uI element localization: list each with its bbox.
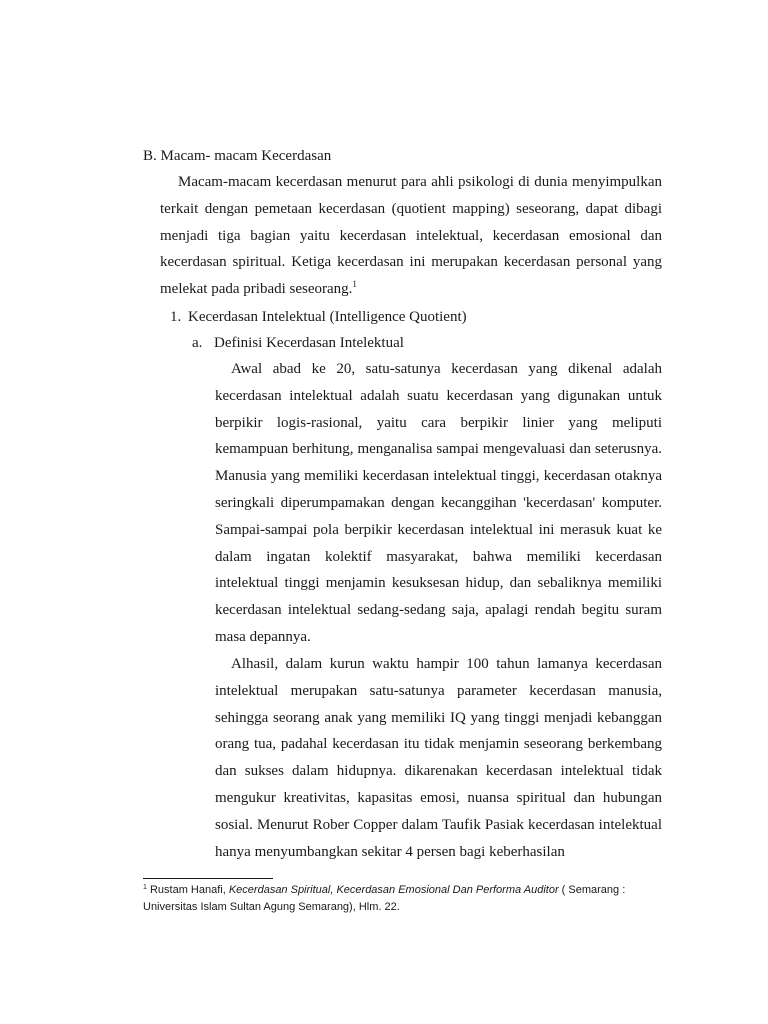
footnote-author: Rustam Hanafi, — [149, 884, 226, 896]
intro-text: Macam-macam kecerdasan menurut para ahli psikologi di dunia menyimpulkan terkait dengan pemetaan kecerdasan (quotient mapping) seseorang, dapat dibagi menjadi tiga bagian yaitu kecerdasan intelektual, kecerdasan emosional dan kecerdasan spiritual. Ketiga kecerdasan ini merupakan kecerdasan personal yang melekat pada pribadi seseorang. — [160, 174, 662, 298]
footnote — [143, 882, 663, 915]
intro-paragraph — [160, 169, 662, 303]
list-item-1 — [170, 306, 467, 328]
paragraph-alhasil-text: Alhasil, dalam kurun waktu hampir 100 tahun lamanya kecerdasan intelektual merupakan satu-satunya parameter kecerdasan manusia, sehingga seorang anak yang memiliki IQ yang tinggi menjadi kebanggan orang tua, padahal kecerdasan itu tidak menjamin seseorang berkembang dan sukses dalam hidupnya. dikarenakan kecerdasan intelektual tidak mengukur kreativitas, kapasitas emosi, nuansa spiritual dan hubungan sosial. Menurut Rober Copper dalam Taufik Pasiak kecerdasan intelektual hanya menyumbangkan sekitar 4 persen bagi keberhasilan — [215, 656, 662, 860]
footnote-separator — [143, 878, 273, 879]
footnote-reference[interactable]: 1 — [352, 279, 357, 290]
footnote-number: 1 — [143, 884, 147, 891]
footnote-publisher: ( Semarang : Universitas Islam Sultan Agung Semarang), Hlm. 22. — [143, 884, 626, 913]
paragraph-awal — [215, 356, 662, 651]
sub-list-item-a — [192, 332, 404, 354]
list-item-title: Kecerdasan Intelektual (Intelligence Quotient) — [188, 309, 467, 325]
sub-list-item-title: Definisi Kecerdasan Intelektual — [214, 335, 404, 351]
paragraph-awal-text: Awal abad ke 20, satu-satunya kecerdasan yang dikenal adalah kecerdasan intelektual adalah suatu kecerdasan yang digunakan untuk berpikir logis-rasional, yaitu cara berpikir linier yang meliputi kemampuan berhitung, menganalisa sampai mengevaluasi dan seterusnya. Manusia yang memiliki kecerdasan intelektual tinggi, kecerdasan otaknya seringkali diperumpamakan dengan kecanggihan 'kecerdasan' komputer. Sampai-sampai pola berpikir kecerdasan intelektual ini merasuk kuat ke dalam ingatan kolektif masyarakat, bahwa memiliki kecerdasan intelektual tinggi menjamin kesuksesan hidup, dan sebaliknya memiliki kecerdasan intelektual sedang-sedang saja, apalagi rendah begitu suram masa depannya. — [215, 361, 662, 645]
paragraph-alhasil — [215, 651, 662, 865]
list-number: 1. — [170, 309, 182, 325]
footnote-title: Kecerdasan Spiritual, Kecerdasan Emosional Dan Performa Auditor — [228, 884, 559, 896]
section-heading: B. Macam- macam Kecerdasan — [143, 148, 332, 164]
sub-list-letter: a. — [192, 335, 203, 351]
